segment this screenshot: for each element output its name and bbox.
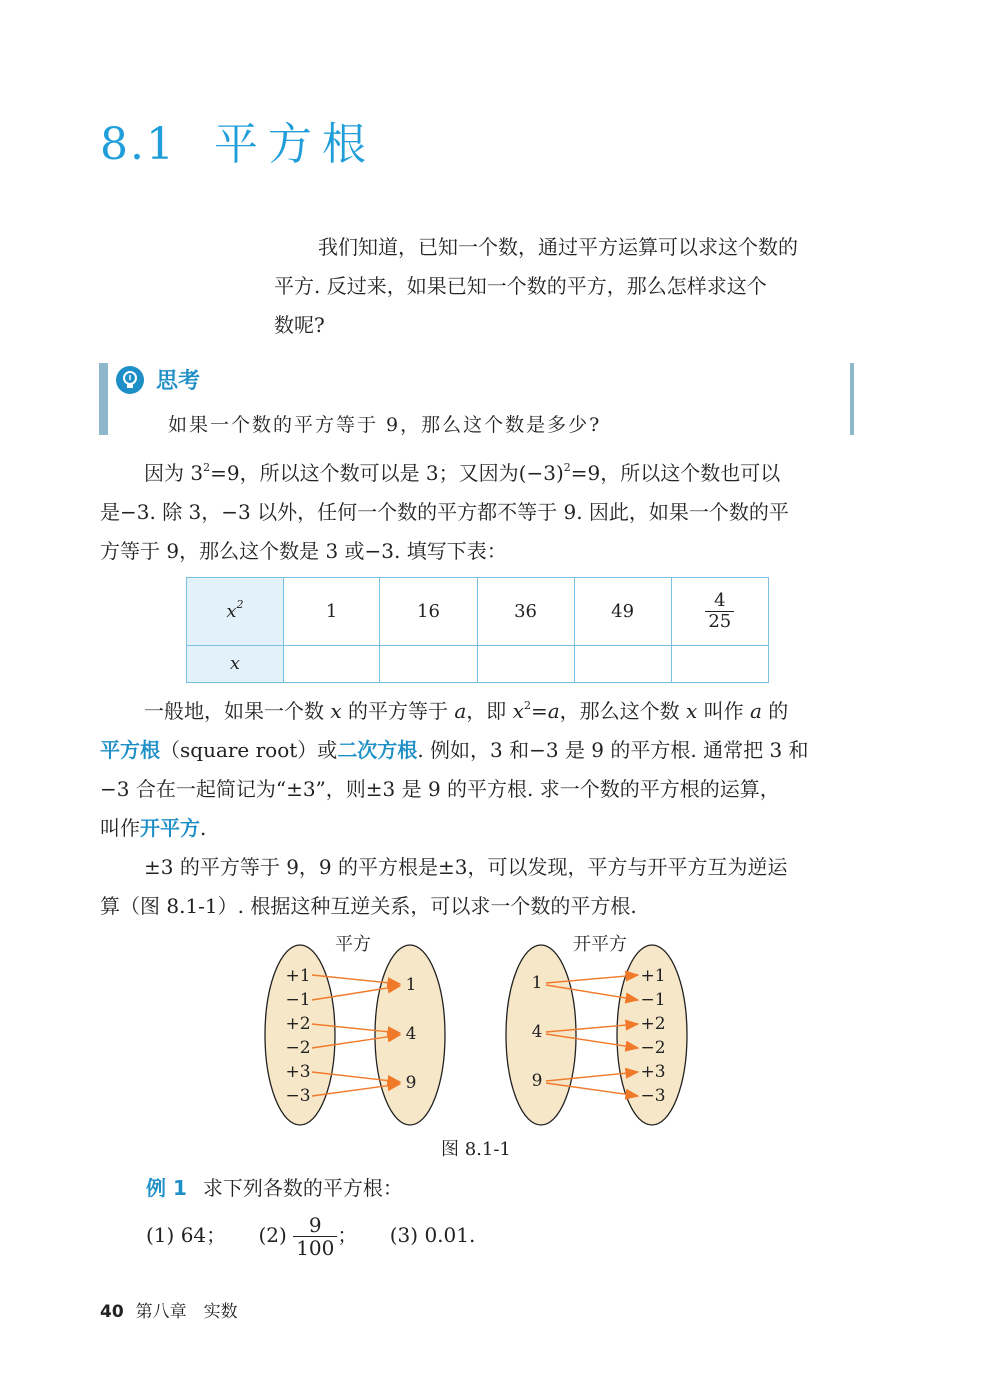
figure-number: +3 — [640, 1062, 666, 1082]
text-run: . — [200, 816, 207, 840]
example-1 — [146, 1172, 403, 1201]
think-box-right-bar — [850, 363, 854, 435]
paragraph-2-line-4 — [100, 809, 860, 848]
think-question: 如果一个数的平方等于 9，那么这个数是多少? — [168, 414, 602, 436]
text-run: . 例如，3 和−3 是 9 的平方根. 通常把 3 和 — [417, 738, 809, 762]
figure-number: 4 — [531, 1022, 543, 1042]
text-run: 的平方等于 — [341, 699, 455, 723]
paragraph-3-line-2: 算（图 8.1-1）. 根据这种互逆关系，可以求一个数的平方根. — [100, 894, 637, 918]
figure-number: +2 — [640, 1014, 666, 1034]
paragraph-1-line-3: 方等于 9，那么这个数是 3 或−3. 填写下表： — [100, 539, 507, 563]
term-extract-root: 开平方 — [140, 816, 200, 840]
table-cell-empty — [477, 645, 574, 682]
table-header-x: x — [187, 645, 284, 682]
variable: a — [750, 699, 762, 723]
intro-line-1: 我们知道，已知一个数，通过平方运算可以求这个数的 — [318, 235, 798, 259]
figure-number: +1 — [285, 966, 311, 986]
paragraph-2 — [100, 692, 860, 848]
table-cell: 36 — [477, 578, 574, 646]
text-run: 因为 3 — [144, 461, 204, 485]
table-cell: 49 — [574, 578, 671, 646]
text-run: 叫作 — [100, 816, 140, 840]
example-item-2 — [258, 1213, 358, 1260]
numerator: 4 — [705, 591, 734, 612]
think-title: 思考 — [156, 369, 201, 394]
paragraph-2-line-3: −3 合在一起简记为“±3”，则±3 是 9 的平方根. 求一个数的平方根的运算， — [100, 777, 780, 801]
figure-label-sqrt: 开平方 — [573, 934, 627, 955]
figure-number: 1 — [531, 973, 543, 993]
term-second-root: 二次方根 — [337, 738, 418, 762]
variable: x — [330, 699, 342, 723]
variable: x — [226, 600, 237, 622]
table-cell: 1 — [283, 578, 380, 646]
example-items — [146, 1214, 501, 1259]
figure-number: 4 — [405, 1024, 417, 1044]
text-run: ，即 — [466, 699, 513, 723]
numerator: 9 — [293, 1214, 337, 1237]
figure-number: −2 — [285, 1038, 311, 1058]
variable: x — [686, 699, 698, 723]
term-square-root: 平方根 — [100, 738, 160, 762]
text-run: ，那么这个数 — [559, 699, 686, 723]
example-item-3: (3) 0.01. — [389, 1223, 476, 1247]
page-number: 40 — [100, 1302, 124, 1322]
figure-number: 9 — [405, 1073, 417, 1093]
figure-number: −3 — [285, 1086, 311, 1106]
figure-caption: 图 8.1-1 — [441, 1139, 511, 1160]
variable: a — [454, 699, 467, 723]
section-number: 8.1 — [100, 119, 176, 170]
figure-number: +2 — [285, 1014, 311, 1034]
text-run: =9，所以这个数也可以 — [570, 461, 781, 485]
table-row — [187, 645, 769, 682]
denominator: 25 — [708, 610, 732, 632]
text-run: = — [530, 699, 548, 723]
table-cell-empty — [574, 645, 671, 682]
figure-number: −1 — [285, 990, 311, 1010]
figure-number: −2 — [640, 1038, 666, 1058]
paragraph-2-line-2 — [100, 731, 860, 770]
intro-line-3: 数呢? — [274, 313, 325, 337]
superscript: 2 — [523, 699, 531, 712]
think-box-left-bar — [99, 363, 108, 435]
figure-label-square: 平方 — [335, 934, 371, 955]
fraction — [293, 1214, 337, 1259]
intro-paragraph — [274, 228, 864, 345]
paragraph-3 — [100, 848, 860, 926]
figure-number: −3 — [640, 1086, 666, 1106]
table-cell-empty — [671, 645, 768, 682]
text-run: 的 — [761, 699, 789, 723]
figure-number: +3 — [285, 1062, 311, 1082]
example-text: 求下列各数的平方根： — [202, 1176, 403, 1200]
paragraph-1-line-1 — [100, 454, 860, 493]
paragraph-2-line-1 — [100, 692, 860, 731]
figure-number: 1 — [405, 975, 417, 995]
table-header-x-squared — [187, 578, 284, 646]
superscript: 2 — [236, 597, 244, 611]
table-row — [187, 578, 769, 646]
variable: x — [512, 699, 524, 723]
chapter-name: 第八章 实数 — [135, 1302, 238, 1322]
text-run: （square root）或 — [160, 738, 338, 762]
denominator: 100 — [296, 1236, 335, 1260]
paragraph-1 — [100, 454, 860, 571]
item-prefix: (2) — [258, 1223, 287, 1247]
variable: a — [547, 699, 560, 723]
intro-line-2: 平方. 反过来，如果已知一个数的平方，那么怎样求这个 — [274, 274, 767, 298]
page-footer — [100, 1297, 238, 1322]
mapping-figure — [240, 925, 720, 1135]
figure-number: −1 — [640, 990, 666, 1010]
paragraph-3-line-1: ±3 的平方等于 9，9 的平方根是±3，可以发现，平方与开平方互为逆运 — [144, 855, 788, 879]
text-run: =9，所以这个数可以是 3；又因为(−3) — [210, 461, 564, 485]
text-run: 一般地，如果一个数 — [144, 699, 331, 723]
table-cell-empty — [380, 645, 477, 682]
lightbulb-icon — [116, 366, 144, 394]
section-name: 平方根 — [213, 119, 376, 170]
item-suffix: ； — [337, 1223, 358, 1247]
figure-number: +1 — [640, 966, 666, 986]
example-label: 例 1 — [146, 1176, 187, 1200]
square-table — [186, 577, 769, 683]
section-title — [100, 108, 376, 172]
table-cell-fraction — [671, 578, 768, 646]
example-item-1: (1) 64； — [146, 1223, 227, 1247]
paragraph-1-line-2: 是−3. 除 3，−3 以外，任何一个数的平方都不等于 9. 因此，如果一个数的平 — [100, 500, 789, 524]
text-run: 叫作 — [697, 699, 750, 723]
superscript: 2 — [563, 461, 571, 474]
table-cell-empty — [283, 645, 380, 682]
figure-number: 9 — [531, 1071, 543, 1091]
table-cell: 16 — [380, 578, 477, 646]
fraction — [705, 591, 734, 632]
superscript: 2 — [203, 461, 211, 474]
